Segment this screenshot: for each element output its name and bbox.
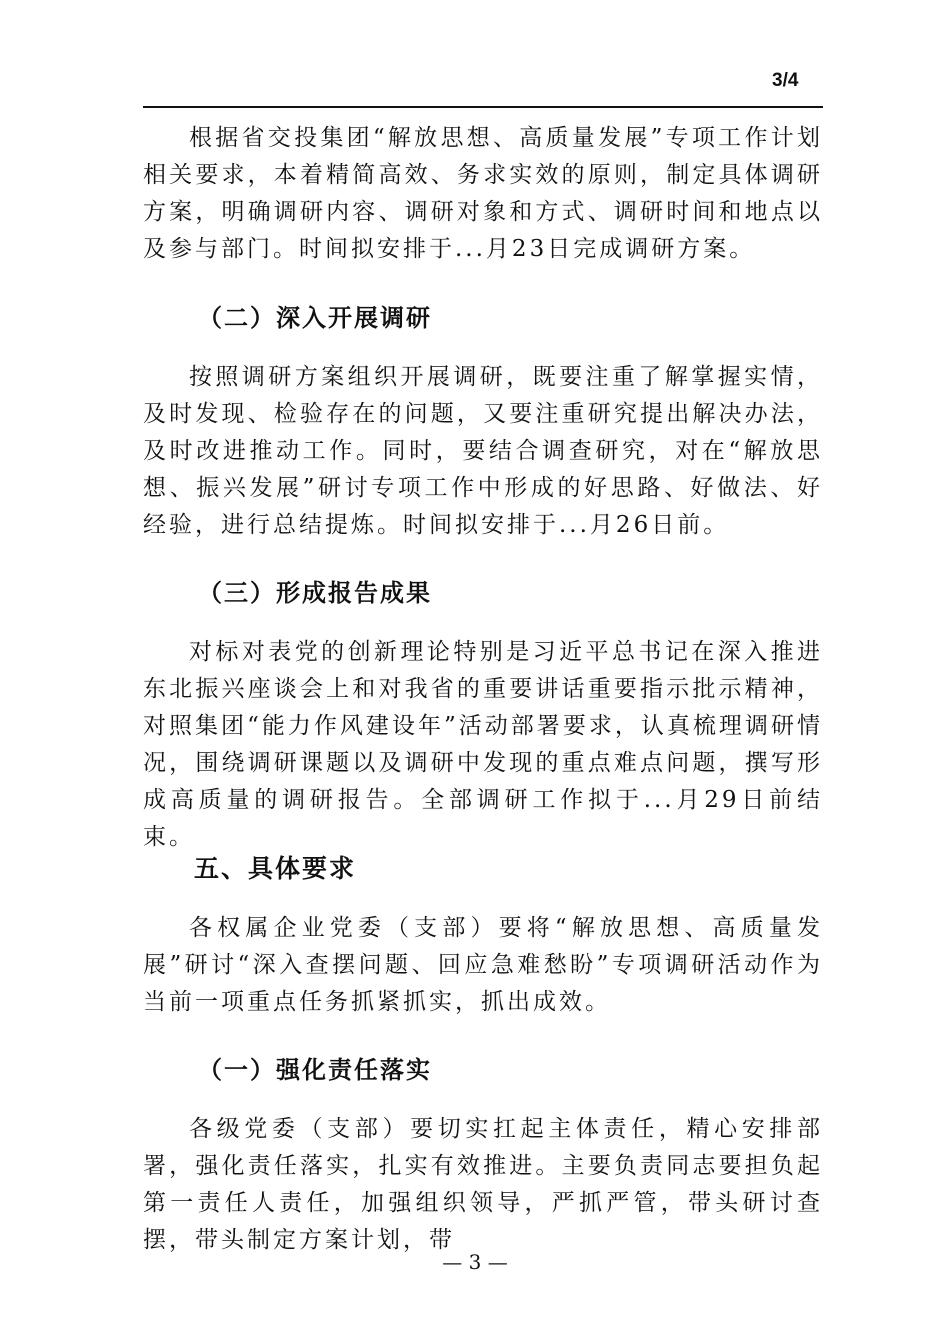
heading-strengthen-responsibility: （一）强化责任落实: [198, 1056, 432, 1084]
header-rule: [143, 106, 823, 108]
heading-deep-research: （二）深入开展调研: [198, 304, 432, 332]
paragraph-report: 对标对表党的创新理论特别是习近平总书记在深入推进东北振兴座谈会上和对我省的重要讲话重要指示批示精神，对照集团“能力作风建设年”活动部署要求，认真梳理调研情况，围绕调研课题以及调研中发现的重点难点问题，撰写形成高质量的调研报告。全部调研工作拟于...月29日前结束。: [143, 639, 823, 850]
heading-report-results: （三）形成报告成果: [198, 579, 432, 607]
heading-specific-requirements: 五、具体要求: [194, 854, 357, 883]
paragraph-research: 按照调研方案组织开展调研，既要注重了解掌握实情，及时发现、检验存在的问题，又要注重研究提出解决办法，及时改进推动工作。同时，要结合调查研究，对在“解放思想、振兴发展”研讨专项工作中形成的好思路、好做法、好经验，进行总结提炼。时间拟安排于...月26日前。: [143, 364, 823, 538]
footer-page-number: — 3 —: [442, 1250, 508, 1274]
paragraph-requirements: 各权属企业党委（支部）要将“解放思想、高质量发展”研讨“深入查摆问题、回应急难愁盼”专项调研活动作为当前一项重点任务抓紧抓实，抓出成效。: [143, 915, 823, 1015]
paragraph-responsibility: 各级党委（支部）要切实扛起主体责任，精心安排部署，强化责任落实，扎实有效推进。主要负责同志要担负起第一责任人责任，加强组织领导，严抓严管，带头研讨查摆，带头制定方案计划，带: [143, 1116, 823, 1253]
paragraph-plan: 根据省交投集团“解放思想、高质量发展”专项工作计划相关要求，本着精简高效、务求实效的原则，制定具体调研方案，明确调研内容、调研对象和方式、调研时间和地点以及参与部门。时间拟安排于...月23日完成调研方案。: [143, 125, 823, 262]
page-number-top: 3/4: [772, 70, 799, 91]
